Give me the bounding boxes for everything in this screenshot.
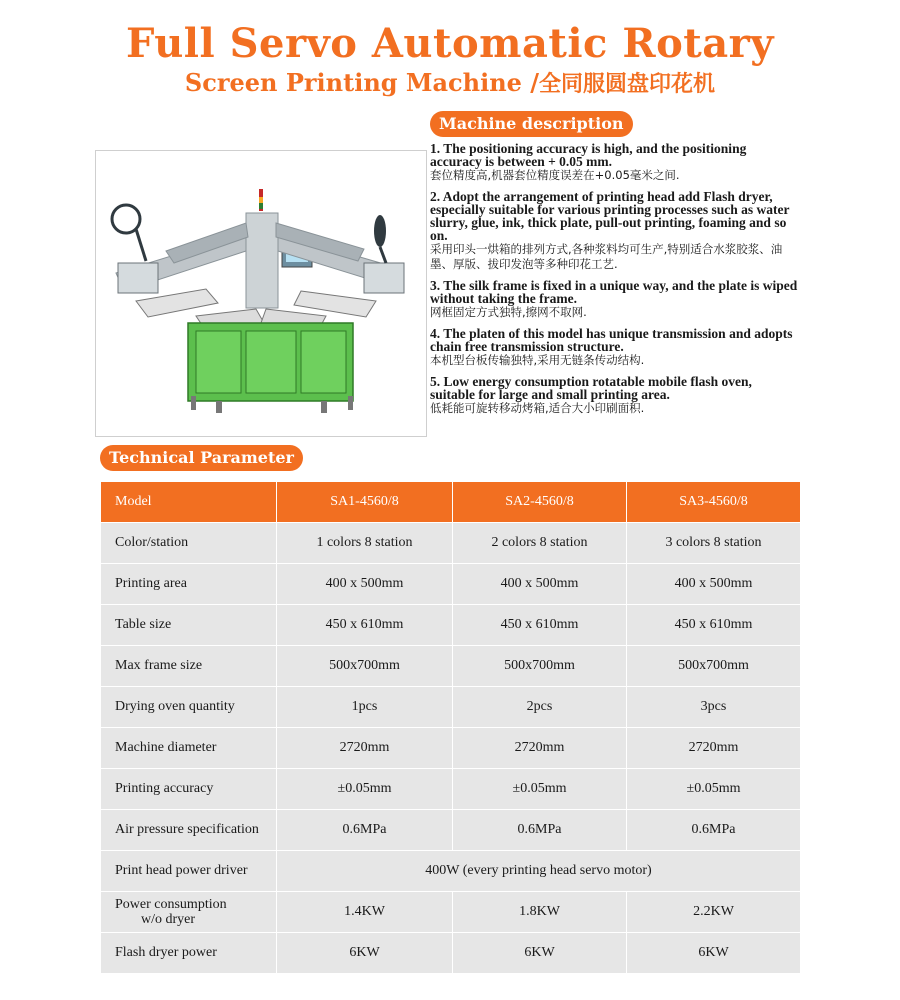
technical-parameter-heading: Technical Parameter — [100, 445, 303, 471]
table-row — [101, 646, 801, 687]
table-cell: 450 x 610mm — [627, 605, 801, 646]
subtitle-en: Screen Printing Machine / — [184, 68, 540, 97]
table-header-row — [101, 482, 801, 523]
machine-description — [430, 142, 800, 423]
table-row — [101, 564, 801, 605]
subtitle-cn: 全同服圆盘印花机 — [539, 72, 716, 97]
description-item-en: 4. The platen of this model has unique transmission and adopts chain free transmission structure. — [430, 326, 793, 354]
table-row — [101, 769, 801, 810]
table-cell: 6KW — [627, 933, 801, 974]
row-label: Air pressure specification — [101, 810, 277, 851]
technical-parameter-table — [100, 481, 801, 974]
table-cell: ±0.05mm — [453, 769, 627, 810]
table-cell: 2720mm — [277, 728, 453, 769]
table-cell: 400 x 500mm — [627, 564, 801, 605]
row-label: Printing area — [101, 564, 277, 605]
row-label: Printing accuracy — [101, 769, 277, 810]
rotary-printer-illustration — [96, 151, 426, 436]
table-cell: 2 colors 8 station — [453, 523, 627, 564]
table-cell: ±0.05mm — [277, 769, 453, 810]
description-item — [430, 279, 800, 320]
row-label-line: w/o dryer — [141, 912, 196, 927]
table-cell: 500x700mm — [277, 646, 453, 687]
header-cell: SA1-4560/8 — [277, 482, 453, 523]
description-item-cn: 本机型台板传输独特,采用无链条传动结构. — [430, 353, 645, 367]
table-row — [101, 933, 801, 974]
table-row — [101, 605, 801, 646]
description-item-cn: 网框固定方式独特,擦网不取网. — [430, 305, 587, 319]
table-cell: 400 x 500mm — [277, 564, 453, 605]
table-cell: 0.6MPa — [277, 810, 453, 851]
table-cell: 1pcs — [277, 687, 453, 728]
table-cell: 1 colors 8 station — [277, 523, 453, 564]
table-cell: ±0.05mm — [627, 769, 801, 810]
description-item — [430, 142, 800, 183]
description-item-en: 5. Low energy consumption rotatable mobile flash oven, suitable for large and small printing area. — [430, 374, 752, 402]
table-cell: 1.4KW — [277, 892, 453, 933]
description-item-cn: 套位精度高,机器套位精度误差在+0.05毫米之间. — [430, 168, 680, 182]
table-row — [101, 728, 801, 769]
table-cell: 450 x 610mm — [277, 605, 453, 646]
row-label: Max frame size — [101, 646, 277, 687]
table-row — [101, 687, 801, 728]
table-cell: 2.2KW — [627, 892, 801, 933]
row-label: Flash dryer power — [101, 933, 277, 974]
table-cell: 3pcs — [627, 687, 801, 728]
table-cell: 0.6MPa — [627, 810, 801, 851]
table-row — [101, 523, 801, 564]
description-item — [430, 190, 800, 272]
row-label: Drying oven quantity — [101, 687, 277, 728]
table-cell: 2720mm — [627, 728, 801, 769]
table-cell: 450 x 610mm — [453, 605, 627, 646]
header-cell: SA2-4560/8 — [453, 482, 627, 523]
row-label: Print head power driver — [101, 851, 277, 892]
row-label: Table size — [101, 605, 277, 646]
table-cell: 400 x 500mm — [453, 564, 627, 605]
table-cell: 500x700mm — [627, 646, 801, 687]
table-cell: 3 colors 8 station — [627, 523, 801, 564]
row-label: Color/station — [101, 523, 277, 564]
row-label-line: Power consumption — [115, 897, 227, 912]
row-label: Machine diameter — [101, 728, 277, 769]
description-item-en: 2. Adopt the arrangement of printing head add Flash dryer, especially suitable for various printing processes such as water slurry, glue, ink, thick plate, pull-out printing, foaming and so on. — [430, 189, 790, 243]
table-cell: 2pcs — [453, 687, 627, 728]
table-row — [101, 810, 801, 851]
description-item — [430, 327, 800, 368]
description-item-cn: 采用印头一烘箱的排列方式,各种浆料均可生产,特别适合水浆胶浆、油墨、厚版、拔印发泡等多种印花工艺. — [430, 242, 783, 271]
page-title: Full Servo Automatic Rotary — [126, 20, 774, 67]
description-item-en: 1. The positioning accuracy is high, and the positioning accuracy is between + 0.05 mm. — [430, 141, 747, 169]
machine-description-heading: Machine description — [430, 111, 633, 137]
table-cell: 500x700mm — [453, 646, 627, 687]
table-cell: 6KW — [453, 933, 627, 974]
machine-photo — [95, 150, 427, 437]
header-cell: Model — [101, 482, 277, 523]
table-cell: 0.6MPa — [453, 810, 627, 851]
header-cell: SA3-4560/8 — [627, 482, 801, 523]
description-item-cn: 低耗能可旋转移动烤箱,适合大小印刷面积. — [430, 401, 645, 415]
table-cell: 6KW — [277, 933, 453, 974]
table-cell: 1.8KW — [453, 892, 627, 933]
table-row — [101, 892, 801, 933]
description-item-en: 3. The silk frame is fixed in a unique way, and the plate is wiped without taking the frame. — [430, 278, 798, 306]
row-label — [101, 892, 277, 933]
table-cell: 2720mm — [453, 728, 627, 769]
description-item — [430, 375, 800, 416]
table-row — [101, 851, 801, 892]
table-cell: 400W (every printing head servo motor) — [277, 851, 801, 892]
page-subtitle — [0, 67, 900, 98]
